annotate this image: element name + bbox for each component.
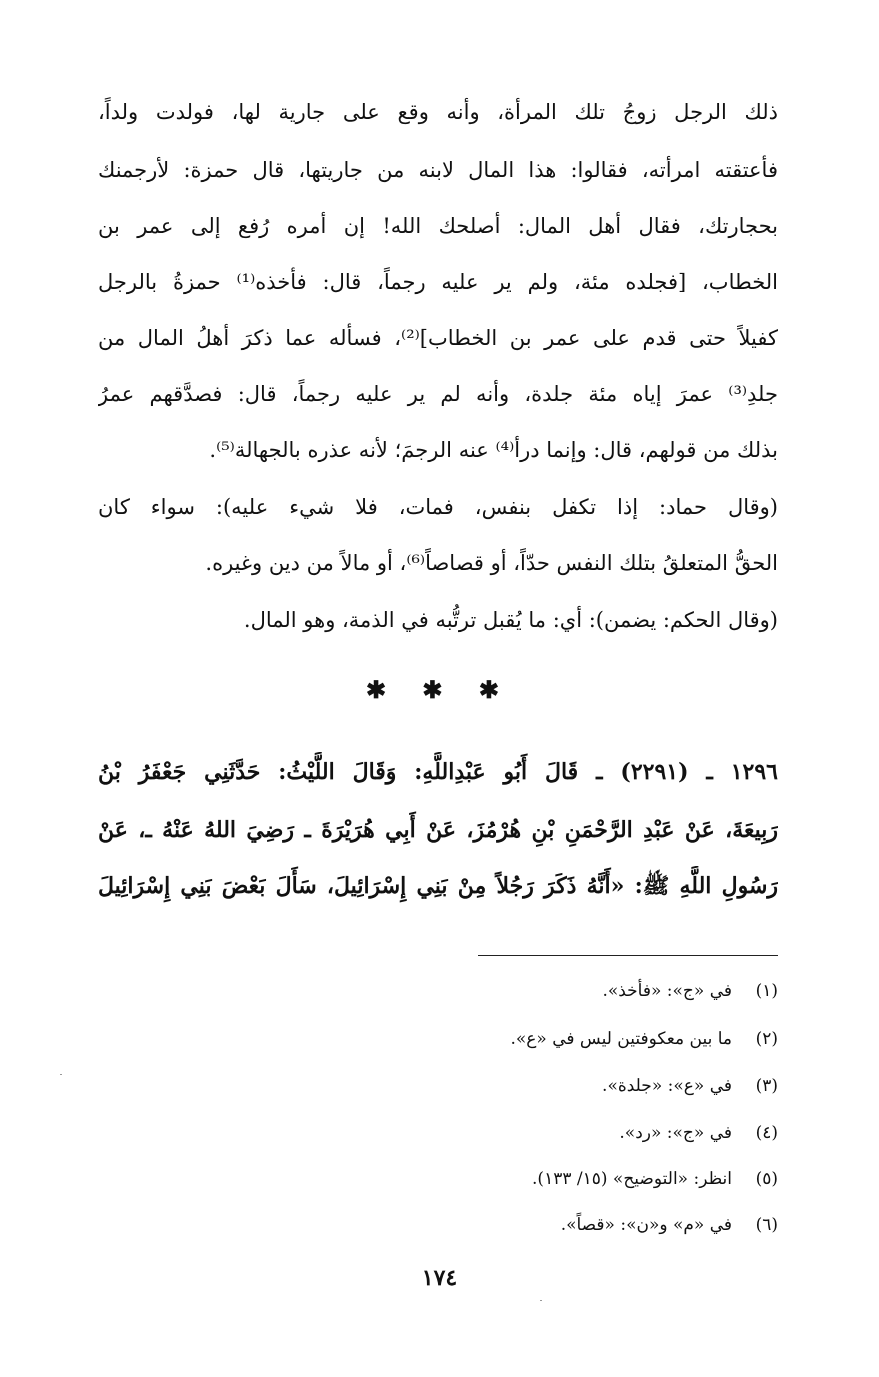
commentary-line: فأعتقته امرأته، فقالوا: هذا المال لابنه من جاريتها، قال حمزة: لأرجمنك	[98, 158, 778, 182]
scan-speck	[540, 1300, 542, 1301]
commentary-line: ذلك الرجل زوجُ تلك المرأة، وأنه وقع على جارية لها، فولدت ولداً،	[98, 100, 778, 124]
footnote-number: (٥)	[755, 1169, 778, 1189]
commentary-line: بحجارتك، فقال أهل المال: أصلحك الله! إن أمره رُفع إلى عمر بن	[98, 214, 778, 238]
commentary-line: كفيلاً حتى قدم على عمر بن الخطاب]⁽²⁾، فسأله عما ذكرَ أهلُ المال من	[98, 326, 778, 350]
footnote-text: في «ع»: «جلدة».	[602, 1076, 732, 1096]
footnote-rule	[478, 955, 778, 956]
commentary-line: الخطاب، [فجلده مئة، ولم ير عليه رجماً، قال: فأخذه⁽¹⁾ حمزةُ بالرجل	[98, 270, 778, 294]
hadith-line: رَبِيعَةَ، عَنْ عَبْدِ الرَّحْمَنِ بْنِ هُرْمُزَ، عَنْ أَبِي هُرَيْرَةَ ـ رَضِيَ اللهُ عَنْهُ ـ، عَنْ	[98, 817, 778, 843]
hadith-line: ١٢٩٦ ـ (٢٢٩١) ـ قَالَ أَبُو عَبْدِاللَّهِ: وَقَالَ اللَّيْثُ: حَدَّثَنِي جَعْفَرُ بْنُ	[98, 759, 778, 785]
footnote	[98, 1024, 778, 1054]
footnote-number: (١)	[755, 981, 778, 1001]
footnote	[98, 1164, 778, 1194]
scan-speck	[60, 1074, 62, 1075]
page-number: ١٧٤	[421, 1265, 458, 1291]
footnote-text: ما بين معكوفتين ليس في «ع».	[510, 1029, 732, 1049]
footnote-text: في «ج»: «رد».	[619, 1123, 732, 1143]
hammad-line: (وقال حماد: إذا تكفل بنفس، فمات، فلا شيء عليه): سواء كان	[98, 495, 778, 519]
footnote	[98, 1210, 778, 1240]
footnote	[98, 976, 778, 1006]
footnote	[98, 1071, 778, 1101]
section-separator: ✱ ✱ ✱	[365, 675, 514, 704]
footnote-number: (٢)	[755, 1029, 778, 1049]
footnote-text: في «م» و«ن»: «قصاً».	[560, 1215, 732, 1235]
hadith-line: رَسُولِ اللَّهِ ﷺ: «أَنَّهُ ذَكَرَ رَجُلاً مِنْ بَنِي إِسْرَائِيلَ، سَأَلَ بَعْضَ بَنِي إِسْرَائِيلَ	[98, 873, 778, 899]
footnote-number: (٤)	[755, 1123, 778, 1143]
footnote	[98, 1118, 778, 1148]
commentary-line: بذلك من قولهم، قال: وإنما درأ⁽⁴⁾ عنه الرجمَ؛ لأنه عذره بالجهالة⁽⁵⁾.	[209, 438, 778, 462]
footnote-text: انظر: «التوضيح» (١٥/ ١٣٣).	[532, 1169, 732, 1189]
commentary-line: جلدِ⁽³⁾ عمرَ إياه مئة جلدة، وأنه لم ير عليه رجماً، قال: فصدَّقهم عمرُ	[98, 382, 778, 406]
footnote-text: في «ج»: «فأخذ».	[602, 981, 732, 1001]
hakam-paragraph: (وقال الحكم: يضمن): أي: ما يُقبل ترتُّبه في الذمة، وهو المال.	[243, 608, 778, 632]
footnote-number: (٣)	[755, 1076, 778, 1096]
footnote-number: (٦)	[755, 1215, 778, 1235]
hammad-line: الحقُّ المتعلقُ بتلك النفس حدّاً، أو قصاصاً⁽⁶⁾، أو مالاً من دين وغيره.	[205, 551, 778, 575]
